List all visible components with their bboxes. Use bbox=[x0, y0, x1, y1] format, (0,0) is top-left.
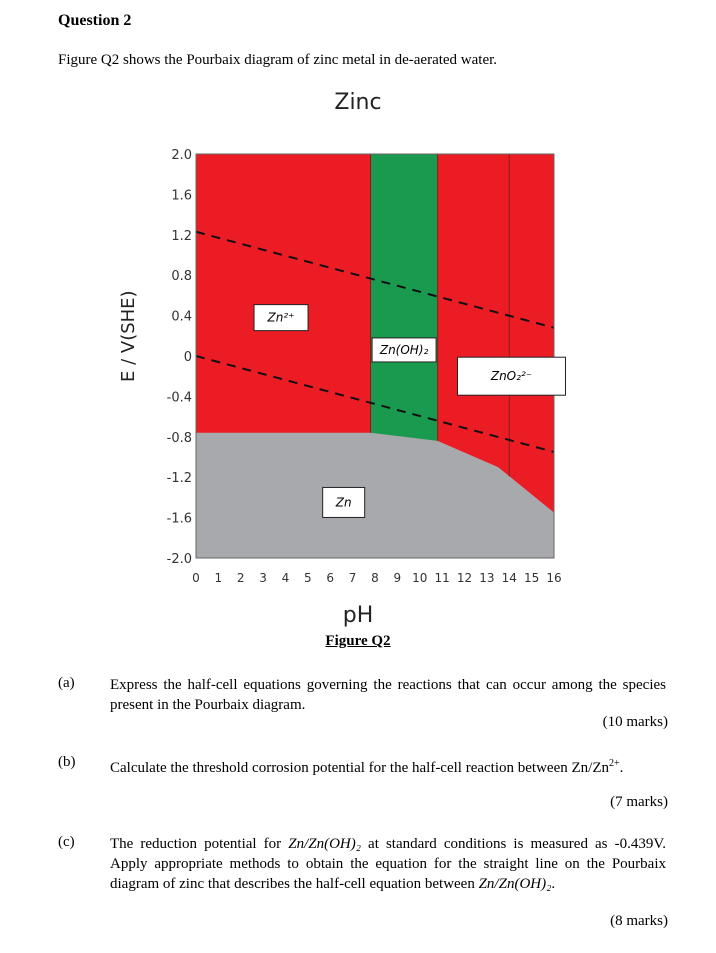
part-c-mid: at standard conditions is measured as -0.439V. Apply appropriate methods to obtain the equation for the straight line on the Pourbaix diagram of zinc that describes the half-cell equation between bbox=[110, 836, 666, 892]
chart-title: Zinc bbox=[334, 90, 382, 115]
part-c-end: . bbox=[551, 876, 556, 892]
x-tick-label: 10 bbox=[412, 571, 428, 585]
part-a-label: (a) bbox=[58, 675, 75, 691]
part-a-text: Express the half-cell equations governing the reactions that can occur among the species present in the Pourbaix diagram. bbox=[110, 677, 666, 713]
x-tick-label: 6 bbox=[326, 571, 335, 585]
y-tick-label: -0.8 bbox=[166, 430, 192, 446]
y-tick-label: 0.8 bbox=[171, 269, 192, 285]
part-c-marks: (8 marks) bbox=[610, 913, 668, 929]
part-c-math2: Zn/Zn(OH)₂ bbox=[478, 876, 552, 892]
x-tick-label: 0 bbox=[192, 571, 200, 585]
pourbaix-diagram bbox=[150, 140, 570, 600]
y-tick-label: 0.4 bbox=[171, 309, 192, 325]
x-tick-label: 3 bbox=[259, 571, 267, 585]
figure-caption: Figure Q2 bbox=[325, 633, 391, 649]
part-b-marks: (7 marks) bbox=[610, 794, 668, 810]
x-tick-label: 12 bbox=[456, 571, 473, 585]
y-tick-label: 0 bbox=[183, 350, 192, 365]
y-axis-label: E / V(SHE) bbox=[118, 290, 139, 382]
label-zno2: ZnO₂²⁻ bbox=[490, 369, 533, 384]
part-c-label: (c) bbox=[58, 834, 75, 850]
intro-text: Figure Q2 shows the Pourbaix diagram of zinc metal in de-aerated water. bbox=[58, 52, 498, 68]
x-ticks bbox=[192, 571, 561, 585]
part-b-text bbox=[110, 754, 666, 778]
x-tick-label: 4 bbox=[281, 571, 290, 585]
x-tick-label: 5 bbox=[304, 571, 312, 585]
part-b-label: (b) bbox=[58, 754, 76, 770]
x-tick-label: 16 bbox=[546, 571, 562, 585]
y-tick-label: -0.4 bbox=[166, 390, 192, 406]
part-c-text bbox=[110, 834, 666, 894]
part-c-math1: Zn/Zn(OH)₂ bbox=[288, 836, 361, 852]
label-zn: Zn bbox=[335, 495, 352, 510]
x-tick-label: 11 bbox=[434, 571, 450, 585]
part-b-sup: 2+ bbox=[608, 758, 620, 769]
y-tick-label: 2.0 bbox=[171, 148, 192, 163]
label-zn2: Zn²⁺ bbox=[267, 310, 295, 325]
x-tick-label: 1 bbox=[214, 571, 223, 585]
y-tick-label: 1.2 bbox=[171, 228, 192, 244]
part-c-pre: The reduction potential for bbox=[110, 836, 289, 852]
x-tick-label: 13 bbox=[479, 571, 495, 585]
x-tick-label: 9 bbox=[393, 571, 402, 585]
part-a-marks: (10 marks) bbox=[602, 714, 668, 730]
x-tick-label: 15 bbox=[523, 571, 540, 585]
x-axis-label: pH bbox=[342, 603, 374, 628]
part-b-main: Calculate the threshold corrosion potential for the half-cell reaction between Zn/Zn bbox=[110, 760, 609, 776]
x-tick-label: 14 bbox=[501, 571, 517, 585]
y-tick-label: -1.6 bbox=[166, 511, 192, 527]
label-znoh: Zn(OH)₂ bbox=[379, 342, 429, 357]
y-tick-label: -1.2 bbox=[166, 471, 192, 487]
x-tick-label: 7 bbox=[348, 571, 357, 585]
y-tick-label: 1.6 bbox=[171, 188, 192, 204]
x-tick-label: 2 bbox=[236, 571, 245, 585]
y-ticks bbox=[167, 148, 192, 567]
y-tick-label: -2.0 bbox=[166, 552, 192, 567]
plot-area bbox=[196, 154, 565, 558]
part-b-end: . bbox=[619, 760, 624, 776]
question-heading: Question 2 bbox=[58, 12, 132, 29]
x-tick-label: 8 bbox=[371, 571, 379, 585]
